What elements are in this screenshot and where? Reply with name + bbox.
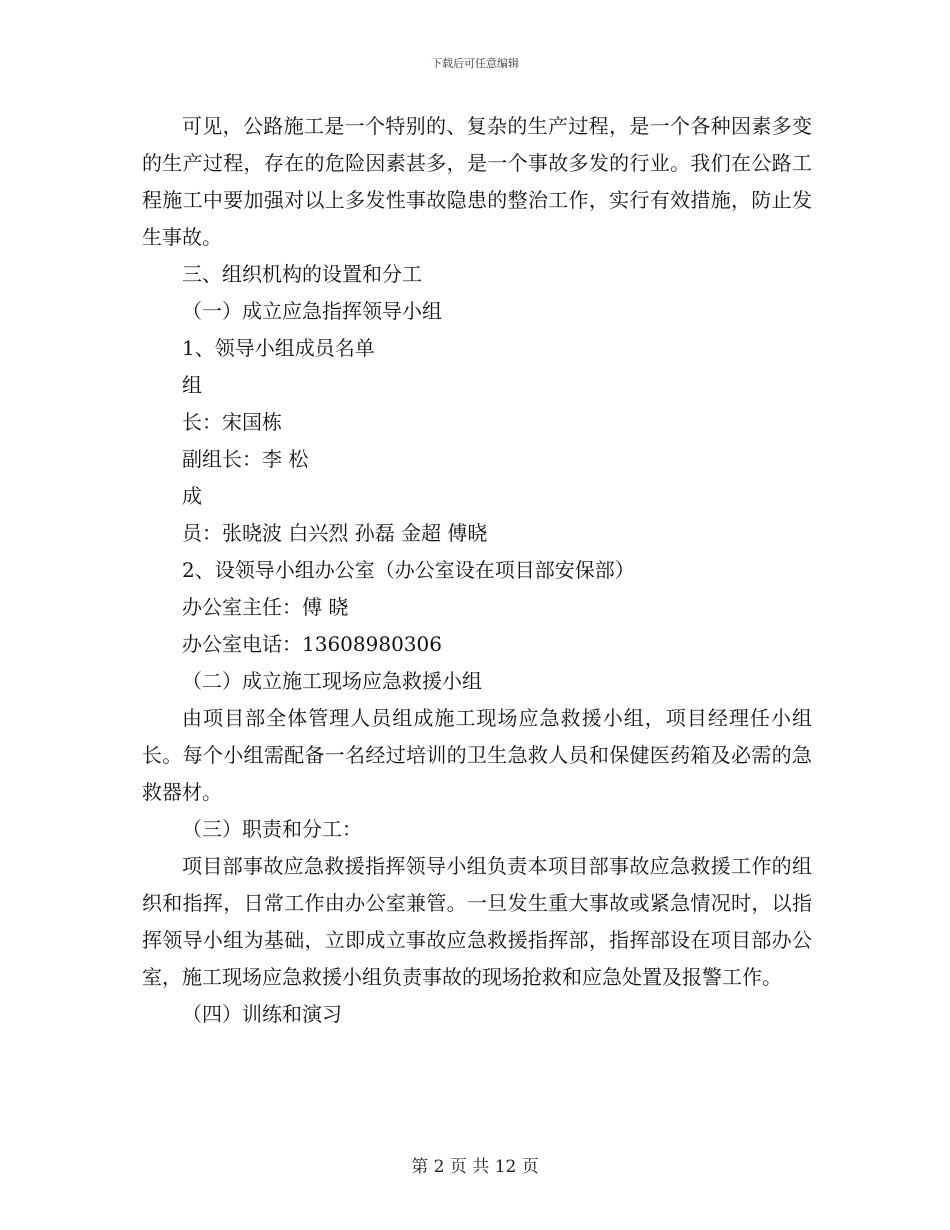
subsection-heading-rescue-group: （二）成立施工现场应急救援小组 — [182, 669, 482, 693]
subsection-heading-leadership-group: （一）成立应急指挥领导小组 — [182, 299, 442, 323]
roster-line-leader: 长：宋国栋 — [182, 410, 282, 434]
subsection-heading-duties: （三）职责和分工： — [182, 817, 362, 841]
list-heading-office: 2、设领导小组办公室（办公室设在项目部安保部） — [182, 558, 635, 582]
office-phone-line: 办公室电话：13608980306 — [182, 632, 442, 656]
roster-label-leader-part1: 组 — [182, 373, 202, 397]
paragraph-summary: 可见，公路施工是一个特别的、复杂的生产过程，是一个各种因素多变的生产过程，存在的危险因素甚多，是一个事故多发的行业。我们在公路工程施工中要加强对以上多发性事故隐患的整治工作，实行有效措施，防止发生事故。 — [142, 114, 812, 249]
subsection-heading-training: （四）训练和演习 — [182, 1002, 342, 1026]
list-heading-member-roster: 1、领导小组成员名单 — [182, 336, 375, 360]
roster-line-deputy-leader: 副组长：李 松 — [182, 447, 309, 471]
office-director-line: 办公室主任：傅 晓 — [182, 595, 349, 619]
paragraph-rescue-group: 由项目部全体管理人员组成施工现场应急救援小组，项目经理任小组长。每个小组需配备一名经过培训的卫生急救人员和保健医药箱及必需的急救器材。 — [142, 706, 812, 804]
paragraph-duties: 项目部事故应急救援指挥领导小组负责本项目部事故应急救援工作的组织和指挥，日常工作由办公室兼管。一旦发生重大事故或紧急情况时，以指挥领导小组为基础，立即成立事故应急救援指挥部，指挥部设在项目部办公室，施工现场应急救援小组负责事故的现场抢救和应急处置及报警工作。 — [142, 854, 812, 989]
document-body — [142, 108, 812, 1033]
roster-line-members: 员：张晓波 白兴烈 孙磊 金超 傅晓 — [182, 521, 488, 545]
section-heading-organization: 三、组织机构的设置和分工 — [182, 262, 422, 286]
page-number-footer: 第 2 页 共 12 页 — [411, 1157, 539, 1177]
roster-label-members-part1: 成 — [182, 484, 202, 508]
page-header: 下载后可任意编辑 — [431, 57, 519, 70]
